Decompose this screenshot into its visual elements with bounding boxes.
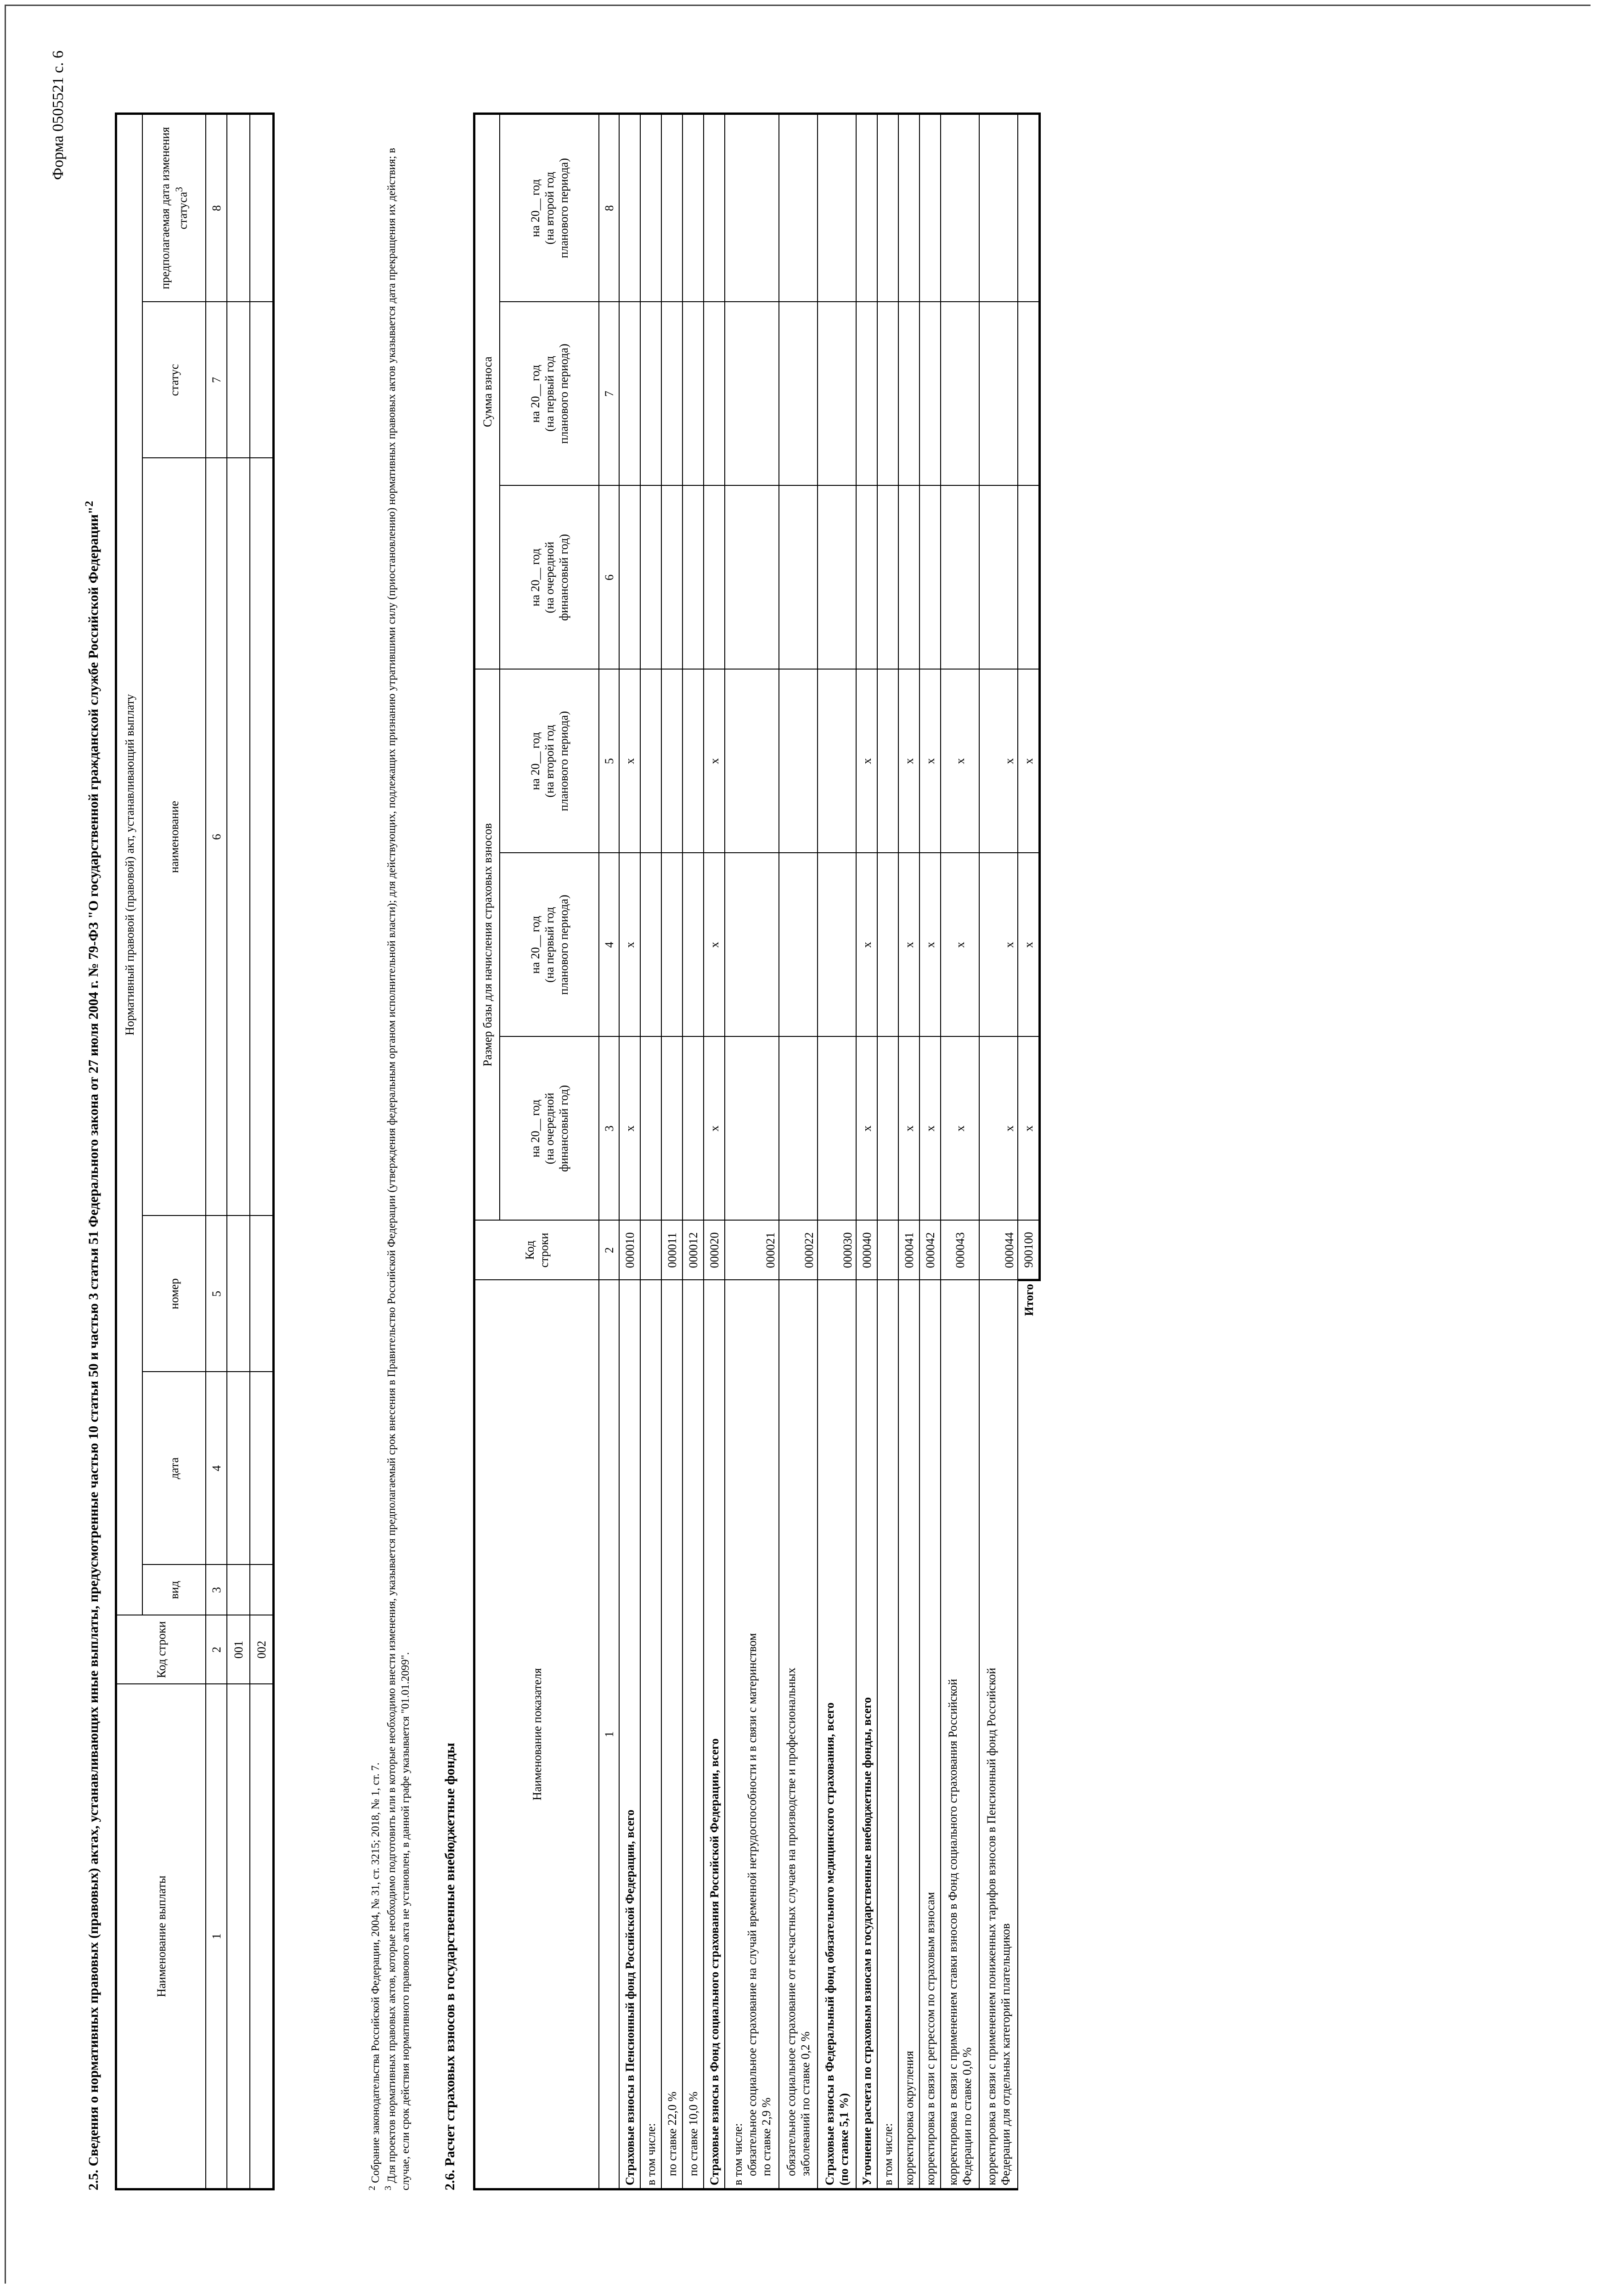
x-mark: х	[856, 1037, 877, 1221]
cell	[661, 853, 683, 1037]
cell	[619, 302, 640, 486]
cell	[250, 113, 274, 302]
x-mark: х	[979, 853, 1018, 1037]
indicator-name-line: Федерации по ставке 0,0 %	[960, 2047, 974, 2185]
cell	[640, 1037, 661, 1221]
cell	[227, 1565, 250, 1615]
header-act-status: статус	[142, 302, 206, 458]
table-row	[619, 113, 640, 2189]
header-indicator-name: Наименование показателя	[474, 1280, 599, 2189]
col-number: 5	[599, 670, 619, 853]
cell	[725, 486, 779, 670]
col-number: 5	[206, 1216, 227, 1372]
table-row	[661, 113, 683, 2189]
year-desc: (на второй год	[542, 172, 556, 245]
col-number: 3	[206, 1565, 227, 1615]
cell	[640, 670, 661, 853]
footnote-2	[365, 1762, 383, 2190]
indicator-name: Страховые взносы в Пенсионный фонд Российской Федерации, всего	[619, 1280, 640, 2189]
cell	[661, 302, 683, 486]
cell	[250, 1216, 274, 1372]
col-number: 7	[599, 302, 619, 486]
table-row	[898, 113, 920, 2189]
cell	[661, 670, 683, 853]
footnote-2-text: Собрание законодательства Российской Федерации, 2004, № 31, ст. 3215; 2018, № 1, ст. 7.	[370, 1762, 382, 2183]
indicator-name-line: Федерации для отдельных категорий плательщиков	[999, 1923, 1012, 2185]
cell	[877, 1037, 898, 1221]
indicator-name	[818, 1280, 856, 2189]
section-2-6-title: 2.6. Расчет страховых взносов в государственные внебюджетные фонды	[442, 1743, 457, 2190]
cell	[704, 113, 725, 302]
header-status-date-text: предполагаемая дата изменения статуса	[158, 127, 190, 289]
cell	[640, 302, 661, 486]
header-act-group: Нормативный правовой (правовой) акт, устанавливающий выплату	[116, 113, 143, 1615]
col-number: 3	[599, 1037, 619, 1221]
row-code: 000030	[818, 1221, 856, 1280]
cell	[898, 302, 920, 486]
year-label: на 20__ год	[528, 548, 542, 607]
cell	[661, 1037, 683, 1221]
year-desc: планового периода)	[557, 343, 570, 444]
year-desc: финансовый год)	[557, 1085, 570, 1172]
indicator-name: корректировка в связи с регрессом по страховым взносам	[920, 1280, 941, 2189]
section-2-5-title	[80, 115, 103, 2190]
x-mark: х	[941, 1037, 979, 1221]
year-label: на 20__ год	[528, 179, 542, 237]
cell	[683, 302, 704, 486]
cell	[779, 486, 818, 670]
x-mark: х	[979, 1037, 1018, 1221]
section-2-5-footnote-mark: 2	[83, 501, 96, 507]
cell	[779, 113, 818, 302]
cell	[979, 302, 1018, 486]
header-row-code: Код строки	[474, 1221, 599, 1280]
col-number: 1	[599, 1280, 619, 2189]
header-base-group: Размер базы для начисления страховых взносов	[474, 670, 500, 1221]
table-row	[979, 113, 1018, 2189]
indicator-name-line: обязательное социальное страхование от несчастных случаев на производстве и профессиональных	[784, 1667, 798, 2176]
year-desc: планового периода)	[557, 711, 570, 811]
table-row	[941, 113, 979, 2189]
x-mark: х	[920, 853, 941, 1037]
indicator-name: по ставке 22,0 %	[661, 1280, 683, 2189]
cell	[640, 486, 661, 670]
footnote-3-text: Для проектов нормативных правовых актов, которые необходимо подготовить или в которые необходимо внести изменения, указывается предполагаемый срок внесения в Правительство Российской Федерации (утверждения федеральным органом исполнительной власти); для действующих, подлежащих признанию утратившими силу (приостановлению) нормативных правовых актов указывается дата прекращения их действия; в случае, если срок действия нормативного правового акта не установлен, в данной графе указывается "01.01.2099".	[386, 148, 412, 2190]
cell	[661, 486, 683, 670]
table-row	[227, 113, 250, 2189]
cell	[683, 670, 704, 853]
x-mark: х	[704, 1037, 725, 1221]
cell	[818, 1037, 856, 1221]
cell	[818, 853, 856, 1037]
year-desc: (на второй год	[542, 725, 556, 798]
indicator-name-line: заболеваний по ставке 0,2 %	[799, 2031, 812, 2176]
cell	[779, 302, 818, 486]
footnote-3-mark: 3	[383, 2186, 393, 2190]
x-mark: х	[704, 853, 725, 1037]
cell	[227, 1372, 250, 1565]
row-code: 000044	[979, 1221, 1018, 1280]
cell	[941, 113, 979, 302]
x-mark: х	[898, 853, 920, 1037]
cell	[250, 458, 274, 1216]
cell	[227, 113, 250, 302]
col-number: 8	[206, 113, 227, 302]
indicator-name	[725, 1280, 779, 2189]
cell	[683, 113, 704, 302]
cell	[683, 853, 704, 1037]
cell	[725, 113, 779, 302]
x-mark: х	[941, 670, 979, 853]
cell	[877, 486, 898, 670]
cell	[683, 486, 704, 670]
cell	[661, 113, 683, 302]
x-mark: х	[920, 1037, 941, 1221]
year-desc: (на очередной	[542, 541, 556, 613]
header-status-date-mark: 3	[174, 187, 185, 192]
row-code: 000041	[898, 1221, 920, 1280]
cell	[779, 853, 818, 1037]
header-act-kind: вид	[142, 1565, 206, 1615]
row-code: 000010	[619, 1221, 640, 1280]
header-base-year-3	[500, 670, 599, 853]
x-mark: х	[941, 853, 979, 1037]
cell	[250, 1565, 274, 1615]
section-2-5-title-text: 2.5. Сведения о нормативных правовых (правовых) актах, устанавливающих иные выплаты, предусмотренные частью 10 статьи 50 и частью 3 статьи 51 Федерального закона от 27 июля 2004 г. № 79-ФЗ "О государственной гражданской службе Российской Федерации"	[86, 506, 101, 2190]
cell	[898, 486, 920, 670]
col-number: 2	[599, 1221, 619, 1280]
form-number-label: Форма 0505521 с. 6	[50, 51, 67, 180]
col-number: 4	[599, 853, 619, 1037]
x-mark: х	[619, 670, 640, 853]
payments-acts-table	[115, 113, 275, 2190]
x-mark: х	[898, 1037, 920, 1221]
row-code: 000043	[941, 1221, 979, 1280]
header-sum-year-1	[500, 486, 599, 670]
x-mark: х	[920, 670, 941, 853]
cell	[941, 302, 979, 486]
footnote-3	[381, 115, 412, 2190]
table-row	[779, 113, 818, 2189]
indicator-name-line: Страховые взносы в Федеральный фонд обязательного медицинского страхования, всего	[823, 1702, 836, 2185]
x-mark: х	[619, 1037, 640, 1221]
cell	[619, 113, 640, 302]
x-mark: х	[979, 670, 1018, 853]
cell	[640, 853, 661, 1037]
cell	[1018, 302, 1040, 486]
x-mark: х	[898, 670, 920, 853]
row-code: 000021	[725, 1221, 779, 1280]
table-row	[250, 113, 274, 2189]
header-payment-name: Наименование выплаты	[116, 1684, 206, 2189]
x-mark: х	[1018, 853, 1040, 1037]
cell	[979, 113, 1018, 302]
indicator-name: в том числе:	[640, 1280, 661, 2189]
x-mark: х	[1018, 670, 1040, 853]
indicator-name-line: корректировка в связи с применением пониженных тарифов взносов в Пенсионный фонд Российской	[985, 1667, 998, 2185]
cell	[877, 670, 898, 853]
col-number: 4	[206, 1372, 227, 1565]
table-row	[683, 113, 704, 2189]
header-sum-year-3	[500, 113, 599, 302]
cell	[920, 486, 941, 670]
year-label: на 20__ год	[528, 365, 542, 423]
table-row	[818, 113, 856, 2189]
table-row	[856, 113, 877, 2189]
indicator-name-line: (по ставке 5,1 %)	[837, 2093, 851, 2185]
cell	[856, 302, 877, 486]
row-code	[640, 1221, 661, 1280]
indicator-name: корректировка округления	[898, 1280, 920, 2189]
row-code: 002	[250, 1615, 274, 1684]
table-row	[640, 113, 661, 2189]
table-row	[920, 113, 941, 2189]
row-code: 000022	[779, 1221, 818, 1280]
cell	[818, 113, 856, 302]
cell	[725, 853, 779, 1037]
header-act-name: наименование	[142, 458, 206, 1216]
cell	[227, 302, 250, 458]
year-label: на 20__ год	[528, 732, 542, 790]
cell	[818, 670, 856, 853]
cell	[704, 302, 725, 486]
year-desc: финансовый год)	[557, 534, 570, 621]
year-desc: (на первый год	[542, 356, 556, 432]
cell	[1018, 113, 1040, 302]
x-mark: х	[856, 853, 877, 1037]
cell	[619, 486, 640, 670]
x-mark: х	[704, 670, 725, 853]
col-number: 6	[599, 486, 619, 670]
payment-name-cell	[250, 1684, 274, 2189]
row-code	[877, 1221, 898, 1280]
row-code: 000042	[920, 1221, 941, 1280]
cell	[920, 113, 941, 302]
header-act-date: дата	[142, 1372, 206, 1565]
cell	[250, 1372, 274, 1565]
payment-name-cell	[227, 1684, 250, 2189]
indicator-name-line: обязательное социальное страхование на случай временной нетрудоспособности и в связи с материнством	[745, 1633, 759, 2176]
table-row	[704, 113, 725, 2189]
cell	[898, 113, 920, 302]
row-code: 001	[227, 1615, 250, 1684]
header-sum-year-2	[500, 302, 599, 486]
header-base-year-1	[500, 1037, 599, 1221]
col-number: 8	[599, 113, 619, 302]
table-row	[725, 113, 779, 2189]
cell	[877, 113, 898, 302]
insurance-contributions-table	[473, 113, 1041, 2190]
indicator-name: по ставке 10,0 %	[683, 1280, 704, 2189]
cell	[818, 302, 856, 486]
year-desc: планового периода)	[557, 895, 570, 995]
header-act-number: номер	[142, 1216, 206, 1372]
row-code: 000020	[704, 1221, 725, 1280]
indicator-name-line: по ставке 2,9 %	[759, 2097, 773, 2176]
cell	[250, 302, 274, 458]
header-base-year-2	[500, 853, 599, 1037]
row-code: 000011	[661, 1221, 683, 1280]
cell	[725, 1037, 779, 1221]
x-mark: х	[619, 853, 640, 1037]
row-code: 000040	[856, 1221, 877, 1280]
cell	[725, 670, 779, 853]
table-row	[877, 113, 898, 2189]
cell	[1018, 486, 1040, 670]
indicator-name	[941, 1280, 979, 2189]
cell	[227, 1216, 250, 1372]
cell	[856, 113, 877, 302]
cell	[979, 486, 1018, 670]
col-number: 1	[206, 1684, 227, 2189]
header-row-code: Код строки	[116, 1615, 206, 1684]
year-label: на 20__ год	[528, 1099, 542, 1158]
cell	[779, 670, 818, 853]
cell	[640, 113, 661, 302]
indicator-name-line: корректировка в связи с применением ставки взносов в Фонд социального страхования Российской	[946, 1678, 959, 2185]
indicator-name-line: в том числе:	[731, 2123, 745, 2185]
cell	[941, 486, 979, 670]
header-status-date	[142, 113, 206, 302]
indicator-name: в том числе:	[877, 1280, 898, 2189]
cell	[877, 853, 898, 1037]
year-desc: планового периода)	[557, 158, 570, 259]
x-mark: х	[856, 670, 877, 853]
col-number: 6	[206, 458, 227, 1216]
cell	[818, 486, 856, 670]
cell	[704, 486, 725, 670]
cell	[683, 1037, 704, 1221]
cell	[877, 302, 898, 486]
indicator-name	[979, 1280, 1018, 2189]
indicator-name	[779, 1280, 818, 2189]
total-row	[1018, 113, 1040, 2189]
row-code: 000012	[683, 1221, 704, 1280]
indicator-name: Страховые взносы в Фонд социального страхования Российской Федерации, всего	[704, 1280, 725, 2189]
cell	[227, 458, 250, 1216]
indicator-name: Уточнение расчета по страховым взносам в государственные внебюджетные фонды, всего	[856, 1280, 877, 2189]
cell	[779, 1037, 818, 1221]
row-code: 900100	[1018, 1221, 1040, 1280]
col-number: 7	[206, 302, 227, 458]
col-number: 2	[206, 1615, 227, 1684]
cell	[725, 302, 779, 486]
cell	[920, 302, 941, 486]
x-mark: х	[1018, 1037, 1040, 1221]
header-sum-group: Сумма взноса	[474, 113, 500, 669]
year-label: на 20__ год	[528, 916, 542, 974]
cell	[856, 486, 877, 670]
total-label: Итого	[1018, 1280, 1040, 2189]
year-desc: (на первый год	[542, 907, 556, 983]
year-desc: (на очередной	[542, 1092, 556, 1165]
footnote-2-mark: 2	[367, 2186, 377, 2190]
